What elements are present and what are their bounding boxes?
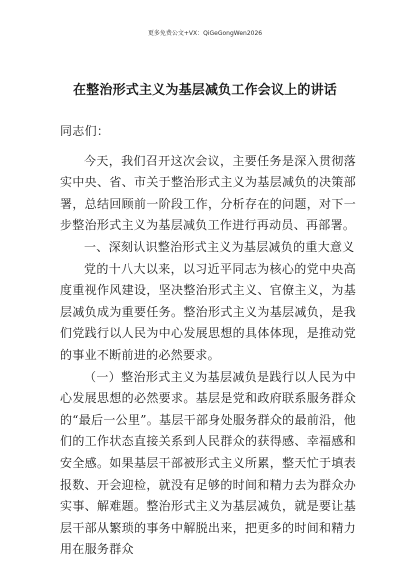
salutation: 同志们： (60, 124, 110, 138)
paragraph-point-1: （一）整治形式主义为基层减负是践行以人民为中心发展思想的必然要求。基层是党和政府联系服务群众的“最后一公里”。基层干部身处服务群众的最前沿，他们的工作状态直接关系到人民群众的获得感、幸福感和安全感。如果基层干部被形式主义所累，整天忙于填表报数、开会迎检，就没有足够的时间和精力去为群众办实事、解难题。整治形式主义为基层减负，就是要让基层干部从繁琐的事务中解脱出来，把更多的时间和精力用在服务群众 (60, 369, 356, 557)
header-note: 更多免费公文+VX：QiGeGongWen2026 (147, 30, 263, 37)
document-body (60, 121, 356, 561)
section-heading-1: 一、深刻认识整治形式主义为基层减负的重大意义 (84, 239, 355, 254)
paragraph-background: 党的十八大以来，以习近平同志为核心的党中央高度重视作风建设，坚决整治形式主义、官僚主义，为基层减负成为重要任务。整治形式主义为基层减负，是我们党践行以人民为中心发展思想的具体体现，是推动党的事业不断前进的必然要求。 (60, 261, 356, 362)
paragraph-intro: 今天，我们召开这次会议，主要任务是深入贯彻落实中央、省、市关于整治形式主义为基层减负的决策部署，总结回顾前一阶段工作，分析存在的问题，对下一步整治形式主义为基层减负工作进行再动员、再部署。 (60, 153, 356, 233)
document-title: 在整治形式主义为基层减负工作会议上的讲话 (72, 83, 337, 98)
